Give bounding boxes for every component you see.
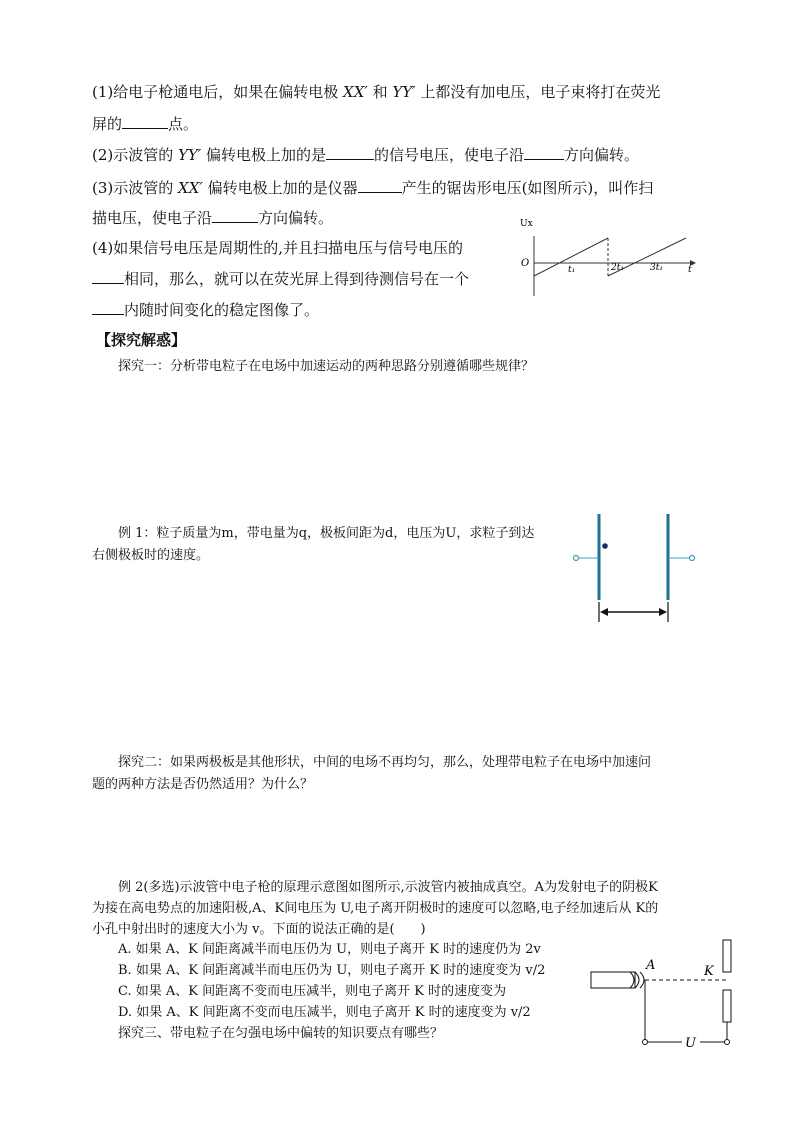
label-k: K bbox=[704, 964, 714, 979]
q3-b: 偏转电极上加的是仪器 bbox=[202, 179, 358, 197]
blank[interactable] bbox=[358, 178, 402, 193]
q2-c: 的信号电压，使电子沿 bbox=[374, 146, 525, 164]
option-c[interactable]: C. 如果 A、K 间距离不变而电压减半，则电子离开 K 时的速度变为 bbox=[118, 984, 507, 999]
cathode-arc bbox=[640, 972, 644, 988]
q2-a: (2)示波管的 bbox=[92, 146, 179, 164]
q3-c: 产生的锯齿形电压(如图所示)，叫作扫 bbox=[401, 179, 654, 197]
q4-line3 bbox=[92, 300, 319, 320]
label-a: A bbox=[646, 958, 656, 973]
graph-t1: t₁ bbox=[568, 265, 576, 275]
sawtooth-graph bbox=[510, 214, 700, 300]
graph-t3: 3t₁ bbox=[650, 263, 663, 273]
xx-label: XX′ bbox=[343, 83, 368, 101]
cathode-tube bbox=[591, 972, 635, 988]
q1-text-b: 和 bbox=[367, 83, 393, 101]
blank[interactable] bbox=[524, 145, 564, 160]
electron-gun-diagram bbox=[586, 936, 742, 1052]
terminal bbox=[725, 1040, 730, 1045]
example1-line2: 右侧极板时的速度。 bbox=[92, 548, 210, 563]
anode-upper bbox=[723, 940, 731, 972]
blank[interactable] bbox=[122, 114, 168, 129]
q3-line2 bbox=[92, 208, 333, 228]
q4-line1: (4)如果信号电压是周期性的,并且扫描电压与信号电压的 bbox=[92, 239, 464, 257]
q4-line2 bbox=[92, 269, 469, 289]
explore3: 探究三、带电粒子在匀强电场中偏转的知识要点有哪些？ bbox=[118, 1026, 444, 1041]
yy-label: YY′ bbox=[392, 83, 416, 101]
q1-line2-a: 屏的 bbox=[92, 115, 123, 133]
graph-ylabel: Ux bbox=[520, 219, 533, 229]
q4-line3-b: 内随时间变化的稳定图像了。 bbox=[124, 301, 320, 319]
q1-text-c: 上都没有加电压，电子束将打在荧光 bbox=[415, 83, 661, 101]
q1-line2 bbox=[92, 114, 198, 134]
q1-line2-b: 点。 bbox=[168, 115, 199, 133]
blank[interactable] bbox=[212, 208, 258, 223]
yy-label: YY′ bbox=[178, 146, 202, 164]
cathode-arc bbox=[635, 972, 639, 988]
graph-t2: 2t₁ bbox=[611, 263, 624, 273]
section-header: 【探究解惑】 bbox=[96, 331, 187, 349]
explore2-line1: 探究二：如果两极板是其他形状，中间的电场不再均匀，那么，处理带电粒子在电场中加速问 bbox=[118, 755, 652, 770]
graph-t: t bbox=[688, 265, 692, 275]
dim-arrow-left bbox=[600, 608, 608, 616]
left-terminal bbox=[574, 556, 579, 561]
example2-line3: 小孔中射出时的速度大小为 v。下面的说法正确的是( ) bbox=[92, 922, 426, 937]
dim-arrow-right bbox=[659, 608, 667, 616]
parallel-plates-diagram bbox=[566, 510, 702, 626]
example2-line2: 为接在高电势点的加速阳极,A、K间电压为 U,电子离开阴极时的速度可以忽略,电子经加速后从 K的 bbox=[92, 901, 659, 916]
anode-lower bbox=[723, 990, 731, 1022]
blank[interactable] bbox=[92, 269, 124, 284]
q3-line2-b: 方向偏转。 bbox=[258, 209, 334, 227]
q1-text-a: (1)给电子枪通电后，如果在偏转电极 bbox=[92, 83, 344, 101]
q2-line bbox=[92, 145, 639, 165]
q3-a: (3)示波管的 bbox=[92, 179, 179, 197]
particle bbox=[602, 543, 608, 549]
blank[interactable] bbox=[92, 300, 124, 315]
q1-line1 bbox=[92, 82, 660, 102]
option-d[interactable]: D. 如果 A、K 间距离不变而电压减半，则电子离开 K 时的速度变为 v/2 bbox=[118, 1005, 531, 1020]
blank[interactable] bbox=[326, 145, 374, 160]
option-a[interactable]: A. 如果 A、K 间距离减半而电压仍为 U，则电子离开 K 时的速度仍为 2v bbox=[118, 942, 541, 957]
q3-line1 bbox=[92, 178, 653, 198]
q4-line2-b: 相同，那么，就可以在荧光屏上得到待测信号在一个 bbox=[124, 270, 470, 288]
explore1: 探究一：分析带电粒子在电场中加速运动的两种思路分别遵循哪些规律？ bbox=[118, 359, 535, 374]
q2-d: 方向偏转。 bbox=[564, 146, 640, 164]
example1-line1: 例 1：粒子质量为m，带电量为q，极板间距为d，电压为U，求粒子到达 bbox=[118, 526, 535, 541]
right-terminal bbox=[690, 556, 695, 561]
q3-line2-a: 描电压，使电子沿 bbox=[92, 209, 213, 227]
example2-line1: 例 2(多选)示波管中电子枪的原理示意图如图所示,示波管内被抽成真空。A为发射电子的阴极K bbox=[118, 880, 658, 895]
terminal bbox=[643, 1040, 648, 1045]
option-b[interactable]: B. 如果 A、K 间距离减半而电压仍为 U，则电子离开 K 时的速度变为 v/2 bbox=[118, 963, 546, 978]
explore2-line2: 题的两种方法是否仍然适用？为什么？ bbox=[92, 777, 314, 792]
xx-label: XX′ bbox=[178, 179, 203, 197]
label-u: U bbox=[685, 1036, 696, 1051]
q2-b: 偏转电极上加的是 bbox=[201, 146, 327, 164]
graph-origin: O bbox=[521, 258, 530, 269]
